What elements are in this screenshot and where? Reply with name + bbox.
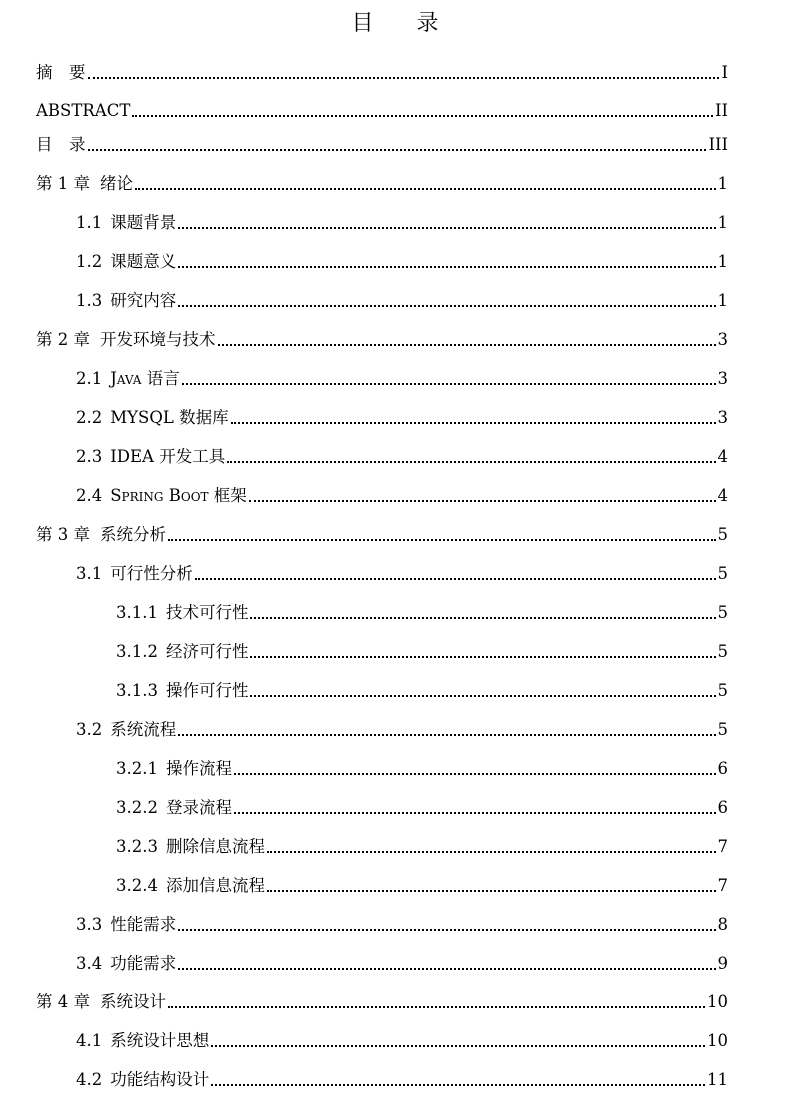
toc-entry[interactable]	[76, 406, 728, 430]
toc-entry-label: 系统分析	[100, 525, 166, 544]
toc-entry-label: 删除信息流程	[165, 837, 265, 856]
toc-leader	[234, 772, 716, 775]
toc-leader	[231, 421, 716, 424]
toc-leader	[182, 382, 716, 385]
toc-entry-number: 3.3	[76, 915, 103, 934]
toc-entry-page: III	[708, 135, 728, 154]
toc-entry-page: 3	[717, 408, 728, 427]
toc-leader	[249, 499, 716, 502]
toc-entry-number: 2.3	[76, 447, 103, 466]
toc-entry[interactable]	[76, 484, 728, 508]
toc-entry[interactable]	[116, 601, 728, 625]
toc-entry-page: 1	[717, 174, 728, 193]
toc-entry-page: 4	[717, 486, 728, 505]
toc-leader	[250, 616, 715, 619]
toc-leader	[178, 226, 715, 229]
toc-entry-label: Java 语言	[110, 369, 180, 388]
toc-entry-page: 1	[717, 213, 728, 232]
toc-entry[interactable]	[76, 367, 728, 391]
toc-entry-label: 功能需求	[110, 954, 177, 973]
toc-entry-label: ABSTRACT	[36, 101, 131, 120]
toc-entry-number: 第 3 章	[36, 525, 90, 544]
toc-leader	[168, 538, 716, 541]
toc-entry-page: 6	[717, 759, 728, 778]
toc-leader	[178, 928, 715, 931]
toc-leader	[211, 1083, 705, 1086]
toc-entry-number: 1.2	[76, 252, 103, 271]
toc-entry-number: 第 4 章	[36, 992, 90, 1011]
toc-entry-number: 3.1.1	[116, 603, 158, 622]
toc-entry-page: 3	[717, 369, 728, 388]
toc-entry-label: 课题意义	[110, 252, 177, 271]
toc-leader	[178, 265, 715, 268]
toc-entry-label: 性能需求	[110, 915, 177, 934]
toc-title: 目 录	[351, 11, 457, 36]
toc-entry-page: 9	[717, 954, 728, 973]
toc-leader	[178, 967, 715, 970]
toc-entry[interactable]	[76, 250, 728, 274]
toc-entry[interactable]	[36, 133, 728, 157]
toc-entry-page: 7	[717, 837, 728, 856]
toc-entry-page: 5	[717, 642, 728, 661]
toc-entry-number: 1.1	[76, 213, 103, 232]
toc-entry-number: 4.1	[76, 1031, 103, 1050]
toc-entry-label: 添加信息流程	[165, 876, 265, 895]
toc-entry-page: 10	[707, 1031, 728, 1050]
toc-leader	[132, 114, 713, 117]
toc-entry-label: 登录流程	[165, 798, 232, 817]
toc-entry-label: 系统设计思想	[110, 1031, 210, 1050]
toc-leader	[267, 850, 716, 853]
toc-entry-label: 目 录	[36, 135, 86, 154]
toc-entry-number: 3.2.3	[116, 837, 158, 856]
toc-entry-page: II	[714, 101, 728, 120]
toc-entry-label: 研究内容	[110, 291, 177, 310]
toc-entry-label: 摘 要	[36, 63, 86, 82]
toc-leader	[135, 187, 716, 190]
toc-entry-number: 3.4	[76, 954, 103, 973]
toc-entry-label: 功能结构设计	[110, 1070, 210, 1089]
toc-entry-label: MYSQL 数据库	[110, 408, 229, 427]
toc-entry[interactable]	[36, 61, 728, 85]
toc-entry-number: 3.2.4	[116, 876, 158, 895]
toc-entry[interactable]	[76, 1029, 728, 1053]
toc-entry[interactable]	[116, 796, 728, 820]
toc-entry[interactable]	[36, 99, 728, 123]
toc-entry[interactable]	[76, 211, 728, 235]
toc-leader	[250, 694, 715, 697]
toc-entry-page: 5	[717, 525, 728, 544]
toc-entry-label: IDEA 开发工具	[110, 447, 226, 466]
toc-entry[interactable]	[116, 640, 728, 664]
toc-entry-label: Spring Boot 框架	[110, 486, 247, 505]
toc-entry-page: 10	[707, 992, 728, 1011]
toc-entry[interactable]	[76, 562, 728, 586]
toc-entry-number: 1.3	[76, 291, 103, 310]
toc-entry-number: 4.2	[76, 1070, 103, 1089]
toc-entry[interactable]	[76, 952, 728, 976]
toc-entry-number: 2.1	[76, 369, 103, 388]
toc-entry-number: 3.2.2	[116, 798, 158, 817]
toc-entry[interactable]	[36, 328, 728, 352]
toc-entry-label: 系统设计	[100, 992, 166, 1011]
toc-entry[interactable]	[116, 757, 728, 781]
toc-entry-page: 5	[717, 603, 728, 622]
toc-entry[interactable]	[76, 289, 728, 313]
toc-entry-label: 课题背景	[110, 213, 177, 232]
toc-entry-number: 3.1.2	[116, 642, 158, 661]
toc-entry-page: 5	[717, 720, 728, 739]
toc-entry[interactable]	[76, 445, 728, 469]
toc-entry-page: 11	[707, 1070, 728, 1089]
toc-entry-page: 1	[717, 291, 728, 310]
toc-leader	[168, 1005, 705, 1008]
toc-leader	[88, 148, 707, 151]
toc-entry[interactable]	[116, 874, 728, 898]
toc-entry-label: 系统流程	[110, 720, 177, 739]
toc-entry-page: I	[721, 63, 728, 82]
toc-entry-number: 2.4	[76, 486, 103, 505]
toc-leader	[178, 304, 715, 307]
toc-leader	[178, 733, 715, 736]
toc-leader	[195, 577, 716, 580]
toc-entry-page: 4	[717, 447, 728, 466]
toc-entry-label: 操作可行性	[165, 681, 249, 700]
toc-leader	[267, 889, 716, 892]
toc-entry[interactable]	[36, 523, 728, 547]
toc-entry[interactable]	[116, 679, 728, 703]
toc-entry-label: 技术可行性	[165, 603, 249, 622]
toc-entry-page: 3	[717, 330, 728, 349]
toc-entry[interactable]	[36, 172, 728, 196]
toc-entry-number: 第 1 章	[36, 174, 90, 193]
toc-entry-page: 7	[717, 876, 728, 895]
toc-entry-page: 5	[717, 681, 728, 700]
toc-entry[interactable]	[76, 913, 728, 937]
toc-entry[interactable]	[76, 718, 728, 742]
toc-entry-number: 3.2	[76, 720, 103, 739]
toc-entry-label: 可行性分析	[110, 564, 193, 583]
toc-entry-number: 2.2	[76, 408, 103, 427]
toc-entry-page: 8	[717, 915, 728, 934]
toc-entry-page: 1	[717, 252, 728, 271]
toc-leader	[88, 76, 720, 79]
toc-leader	[250, 655, 715, 658]
toc-entry-label: 操作流程	[165, 759, 232, 778]
toc-entry-page: 6	[717, 798, 728, 817]
toc-entry-label: 开发环境与技术	[100, 330, 216, 349]
toc-entry[interactable]	[76, 1068, 728, 1092]
toc-leader	[211, 1044, 705, 1047]
toc-entry-label: 经济可行性	[165, 642, 249, 661]
toc-entry-number: 3.1.3	[116, 681, 158, 700]
toc-entry-number: 3.1	[76, 564, 103, 583]
toc-entry-page: 5	[717, 564, 728, 583]
toc-leader	[234, 811, 716, 814]
toc-entry-label: 绪论	[100, 174, 133, 193]
toc-entry[interactable]	[36, 990, 728, 1014]
toc-entry[interactable]	[116, 835, 728, 859]
toc-entry-number: 3.2.1	[116, 759, 158, 778]
toc-leader	[227, 460, 715, 463]
toc-entry-number: 第 2 章	[36, 330, 90, 349]
toc-leader	[218, 343, 716, 346]
